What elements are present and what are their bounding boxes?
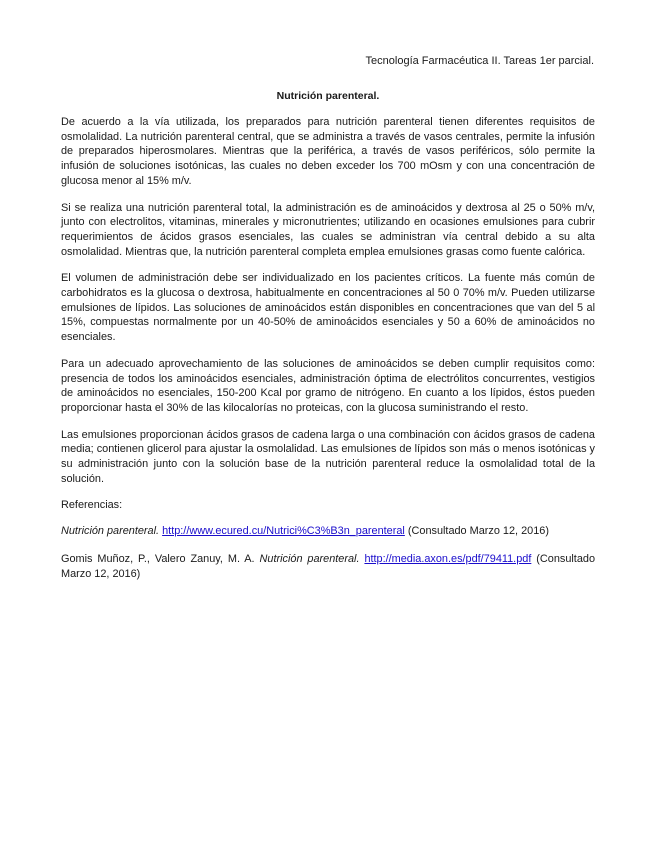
reference-2-title: Nutrición parenteral. xyxy=(259,552,360,565)
references-label: Referencias: xyxy=(61,499,123,512)
paragraph-4: Para un adecuado aprovechamiento de las soluciones de aminoácidos se deben cumplir requisitos como: presencia de todos los aminoácidos esenciales, administración óptima de electrólitos concurrentes, vestigios de aminoácidos no esenciales, 150-200 Kcal por gramo de nitrógeno. En cuanto a los lípidos, éstos pueden proporcionar hasta el 30% de las kilocalorías no proteicas, con la glucosa suministrando el resto. xyxy=(61,357,595,414)
reference-1-consulted: (Consultado Marzo 12, 2016) xyxy=(407,525,549,538)
reference-1-link[interactable]: http://www.ecured.cu/Nutrici%C3%B3n_parenteral xyxy=(162,525,405,538)
page-header: Tecnología Farmacéutica II. Tareas 1er parcial. xyxy=(365,55,594,67)
document-title: Nutrición parenteral. xyxy=(276,90,380,102)
paragraph-1: De acuerdo a la vía utilizada, los preparados para nutrición parenteral tienen diferentes requisitos de osmolalidad. La nutrición parenteral central, que se administra a través de vasos centrales, permite la infusión de preparados hiperosmolares. Mientras que la periférica, a través de vasos periféricos, sólo permite la infusión de soluciones isotónicas, las cuales no deben exceder los 700 mOsm y con una concentración de glucosa menor al 15% m/v. xyxy=(61,116,595,187)
paragraph-3: El volumen de administración debe ser individualizado en los pacientes críticos. La fuente más común de carbohidratos es la glucosa o dextrosa, habitualmente en concentraciones al 50 0 70% m/v. Pueden utilizarse emulsiones de lípidos. Las soluciones de aminoácidos están disponibles en concentraciones que van del 5 al 15%, compuestas normalmente por un 40-50% de aminoácidos esenciales y 50 a 60% de aminoácidos no esenciales. xyxy=(61,272,595,344)
paragraph-2: Si se realiza una nutrición parenteral total, la administración es de aminoácidos y dextrosa al 25 o 50% m/v, junto con electrolitos, vitaminas, minerales y micronutrientes; utilizando en ocasiones emulsiones para cubrir requerimientos de ácidos grasos esenciales, las cuales se administran vía central debido a su alta osmolalidad. Mientras que, la nutrición parenteral completa emplea emulsiones grasas como fuente calórica. xyxy=(61,201,595,258)
reference-1-title: Nutrición parenteral. xyxy=(61,525,160,538)
reference-2 xyxy=(61,552,595,581)
reference-2-authors: Gomis Muñoz, P., Valero Zanuy, M. A. xyxy=(61,552,255,565)
reference-2-link[interactable]: http://media.axon.es/pdf/79411.pdf xyxy=(364,552,532,565)
reference-2-consulted: (Consultado Marzo 12, 2016) xyxy=(61,552,596,580)
reference-1 xyxy=(61,524,595,539)
paragraph-5: Las emulsiones proporcionan ácidos grasos de cadena larga o una combinación con ácidos grasos de cadena media; contienen glicerol para ajustar la osmolalidad. Las emulsiones de lípidos son más o menos isotónicas y su administración junto con la solución base de la nutrición parenteral reduce la osmolalidad total de la solución. xyxy=(61,428,595,485)
